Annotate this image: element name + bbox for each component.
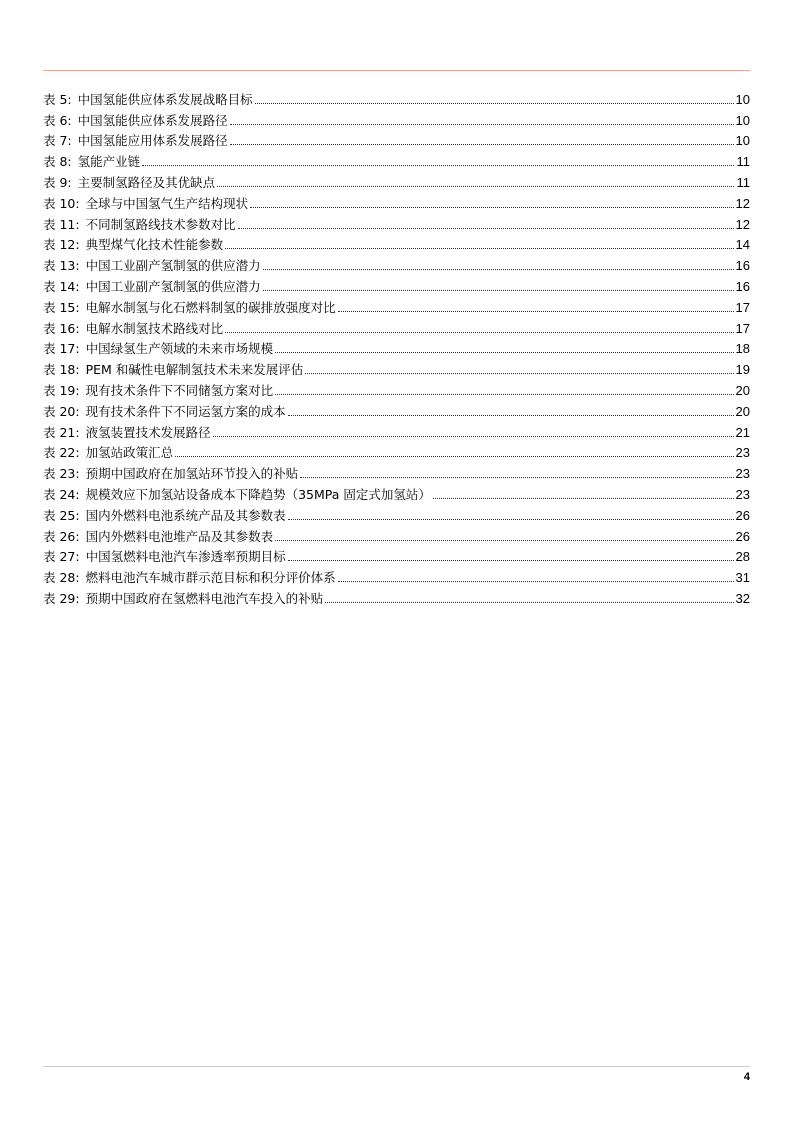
toc-entry[interactable] [43,128,750,149]
dot-leader [217,186,734,187]
toc-entry-title[interactable]: 国内外燃料电池堆产品及其参数表 [85,528,274,544]
toc-entry-title[interactable]: 中国氢能应用体系发展路径 [77,133,228,149]
toc-entry[interactable] [43,273,750,294]
dot-leader [288,519,734,520]
toc-entry[interactable] [43,460,750,481]
dot-leader [338,581,734,582]
toc-entry-title[interactable]: PEM 和碱性电解制氢技术未来发展评估 [85,362,304,378]
dot-leader [300,477,733,478]
toc-entry[interactable] [43,294,750,315]
toc-entry[interactable] [43,190,750,211]
toc-entry-title[interactable]: 中国氢燃料电池汽车渗透率预期目标 [85,549,286,565]
dot-leader [275,352,733,353]
toc-entry-page[interactable]: 21 [735,424,750,440]
toc-entry-label: 表 16: [43,320,80,336]
page-number: 4 [743,1071,750,1083]
toc-entry-title[interactable]: 燃料电池汽车城市群示范目标和积分评价体系 [85,570,336,586]
toc-entry-title[interactable]: 现有技术条件下不同储氢方案对比 [85,382,274,398]
toc-entry-title[interactable]: 现有技术条件下不同运氢方案的成本 [85,403,286,419]
toc-entry-page[interactable]: 10 [735,133,750,149]
toc-entry-title[interactable]: 氢能产业链 [77,154,141,170]
toc-entry-page[interactable]: 10 [735,91,750,107]
toc-entry-title[interactable]: 液氢装置技术发展路径 [85,424,211,440]
toc-entry-page[interactable]: 12 [735,216,750,232]
toc-entry-label: 表 12: [43,237,80,253]
toc-entry-page[interactable]: 16 [735,258,750,274]
toc-entry-title[interactable]: 国内外燃料电池系统产品及其参数表 [85,507,286,523]
footer-divider [43,1066,750,1067]
dot-leader [305,373,733,374]
toc-entry[interactable] [43,169,750,190]
toc-entry[interactable] [43,523,750,544]
toc-entry-label: 表 23: [43,466,80,482]
table-of-tables [43,86,750,606]
toc-entry[interactable] [43,481,750,502]
dot-leader [263,269,734,270]
toc-entry-page[interactable]: 17 [735,299,750,315]
toc-entry-label: 表 18: [43,362,80,378]
toc-entry-title[interactable]: 全球与中国氢气生产结构现状 [85,195,249,211]
toc-entry-title[interactable]: 主要制氢路径及其优缺点 [77,174,216,190]
toc-entry-label: 表 21: [43,424,80,440]
toc-entry[interactable] [43,107,750,128]
toc-entry-page[interactable]: 28 [735,549,750,565]
toc-entry[interactable] [43,356,750,377]
toc-entry-title[interactable]: 中国绿氢生产领域的未来市场规模 [85,341,274,357]
toc-entry-page[interactable]: 12 [735,195,750,211]
toc-entry[interactable] [43,398,750,419]
toc-entry[interactable] [43,336,750,357]
toc-entry-label: 表 9: [43,174,72,190]
dot-leader [230,144,734,145]
toc-entry-label: 表 25: [43,507,80,523]
toc-entry[interactable] [43,544,750,565]
dot-leader [275,394,733,395]
toc-entry-page[interactable]: 26 [735,507,750,523]
toc-entry-page[interactable]: 26 [735,528,750,544]
toc-entry-page[interactable]: 17 [735,320,750,336]
toc-entry-label: 表 28: [43,570,80,586]
toc-entry-title[interactable]: 预期中国政府在加氢站环节投入的补贴 [85,466,299,482]
dot-leader [225,332,733,333]
dot-leader [275,540,733,541]
toc-entry-title[interactable]: 中国工业副产氢制氢的供应潜力 [85,278,261,294]
toc-entry[interactable] [43,232,750,253]
toc-entry-page[interactable]: 18 [735,341,750,357]
dot-leader [433,498,734,499]
toc-entry-title[interactable]: 规模效应下加氢站设备成本下降趋势（35MPa 固定式加氢站） [85,486,431,502]
toc-entry-label: 表 13: [43,258,80,274]
toc-entry-title[interactable]: 预期中国政府在氢燃料电池汽车投入的补贴 [85,590,324,606]
toc-entry-title[interactable]: 电解水制氢技术路线对比 [85,320,224,336]
toc-entry-title[interactable]: 加氢站政策汇总 [85,445,174,461]
toc-entry-page[interactable]: 32 [735,590,750,606]
dot-leader [238,228,734,229]
toc-entry-title[interactable]: 中国工业副产氢制氢的供应潜力 [85,258,261,274]
toc-entry-page[interactable]: 31 [735,570,750,586]
toc-entry-page[interactable]: 14 [735,237,750,253]
dot-leader [288,415,734,416]
dot-leader [288,560,734,561]
toc-entry-page[interactable]: 23 [735,466,750,482]
toc-entry[interactable] [43,440,750,461]
toc-entry-label: 表 29: [43,590,80,606]
toc-entry-title[interactable]: 电解水制氢与化石燃料制氢的碳排放强度对比 [85,299,336,315]
toc-entry[interactable] [43,419,750,440]
toc-entry-page[interactable]: 20 [735,403,750,419]
toc-entry-title[interactable]: 中国氢能供应体系发展战略目标 [77,91,253,107]
toc-entry-label: 表 7: [43,133,72,149]
toc-entry-title[interactable]: 中国氢能供应体系发展路径 [77,112,228,128]
toc-entry-page[interactable]: 23 [735,486,750,502]
dot-leader [338,311,734,312]
toc-entry-label: 表 20: [43,403,80,419]
toc-entry-label: 表 14: [43,278,80,294]
toc-entry-label: 表 5: [43,91,72,107]
header-divider [43,70,750,71]
toc-entry-label: 表 8: [43,154,72,170]
toc-entry[interactable] [43,86,750,107]
toc-entry-label: 表 24: [43,486,80,502]
toc-entry[interactable] [43,148,750,169]
dot-leader [263,290,734,291]
toc-entry-label: 表 22: [43,445,80,461]
dot-leader [213,436,734,437]
toc-entry-page[interactable]: 20 [735,382,750,398]
toc-entry[interactable] [43,585,750,606]
toc-entry-label: 表 15: [43,299,80,315]
dot-leader [142,165,734,166]
toc-entry-title[interactable]: 典型煤气化技术性能参数 [85,237,224,253]
toc-entry-page[interactable]: 10 [735,112,750,128]
dot-leader [250,207,733,208]
toc-entry-title[interactable]: 不同制氢路线技术参数对比 [85,216,236,232]
toc-entry[interactable] [43,502,750,523]
toc-entry[interactable] [43,252,750,273]
toc-entry-label: 表 17: [43,341,80,357]
dot-leader [325,602,733,603]
toc-entry-label: 表 11: [43,216,80,232]
toc-entry-page[interactable]: 23 [735,445,750,461]
dot-leader [255,103,734,104]
toc-entry-label: 表 6: [43,112,72,128]
toc-entry-page[interactable]: 19 [735,362,750,378]
dot-leader [230,124,734,125]
toc-entry-page[interactable]: 16 [735,278,750,294]
toc-entry[interactable] [43,377,750,398]
toc-entry-label: 表 10: [43,195,80,211]
toc-entry[interactable] [43,564,750,585]
dot-leader [175,456,733,457]
toc-entry[interactable] [43,211,750,232]
toc-entry-page[interactable]: 11 [736,174,750,190]
toc-entry-label: 表 27: [43,549,80,565]
dot-leader [225,248,733,249]
toc-entry-page[interactable]: 11 [736,154,750,170]
toc-entry-label: 表 26: [43,528,80,544]
toc-entry-label: 表 19: [43,382,80,398]
toc-entry[interactable] [43,315,750,336]
